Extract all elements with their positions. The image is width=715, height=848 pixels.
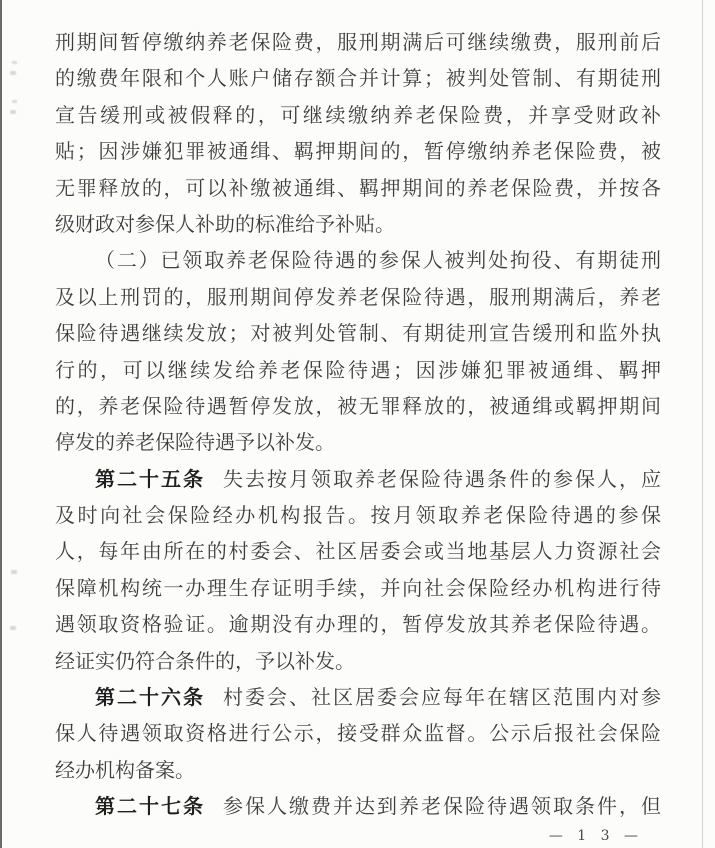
document-body <box>55 24 661 825</box>
text-line: （二）已领取养老保险待遇的参保人被判处拘役、有期徒刑 <box>95 248 661 273</box>
text-line: 的，养老保险待遇暂停发放，被无罪释放的，被通缉或羁押期间 <box>55 393 661 418</box>
clause-number: 第二十六条 <box>95 685 205 710</box>
clause-number: 第二十五条 <box>95 466 205 491</box>
scan-speckle <box>10 71 16 75</box>
text-line: 第二十五条 失去按月领取养老保险待遇条件的参保人，应 <box>95 466 661 491</box>
page-number: — 1 3 — <box>548 828 643 844</box>
text-line: 第二十六条 村委会、社区居委会应每年在辖区范围内对参 <box>95 685 661 710</box>
text-line: 贴；因涉嫌犯罪被通缉、羁押期间的，暂停缴纳养老保险费，被 <box>55 139 661 164</box>
scan-speckle <box>11 570 17 574</box>
text-line: 刑期间暂停缴纳养老保险费，服刑期满后可继续缴费，服刑前后 <box>55 30 661 54</box>
text-line: 宣告缓刑或被假释的，可继续缴纳养老保险费，并享受财政补 <box>55 102 661 127</box>
text-line: 级财政对参保人补助的标准给予补贴。 <box>55 211 395 236</box>
text-line: 经证实仍符合条件的，予以补发。 <box>55 648 355 673</box>
scan-speckle <box>10 110 16 114</box>
text-line: 及以上刑罚的，服刑期间停发养老保险待遇，服刑期满后，养老 <box>55 284 661 309</box>
scan-speckle <box>12 100 17 103</box>
text-line: 保人待遇领取资格进行公示，接受群众监督。公示后报社会保险 <box>55 721 661 746</box>
text-line: 无罪释放的，可以补缴被通缉、羁押期间的养老保险费，并按各 <box>55 175 661 200</box>
text-line: 保险待遇继续发放；对被判处管制、有期徒刑宣告缓刑和监外执 <box>55 321 661 346</box>
text-line: 第二十七条 参保人缴费并达到养老保险待遇领取条件，但 <box>95 794 661 819</box>
text-line: 行的，可以继续发给养老保险待遇；因涉嫌犯罪被通缉、羁押 <box>55 357 661 382</box>
text-line: 保障机构统一办理生存证明手续，并向社会保险经办机构进行待 <box>55 575 661 600</box>
scan-speckle <box>12 61 17 64</box>
text-line: 经办机构备案。 <box>55 757 195 782</box>
text-line: 的缴费年限和个人账户储存额合并计算；被判处管制、有期徒刑 <box>55 66 661 91</box>
scan-speckle <box>10 626 16 630</box>
clause-number: 第二十七条 <box>95 794 205 819</box>
text-line: 遇领取资格验证。逾期没有办理的，暂停发放其养老保险待遇。 <box>55 612 661 637</box>
text-line: 及时向社会保险经办机构报告。按月领取养老保险待遇的参保 <box>55 503 661 528</box>
text-line: 人，每年由所在的村委会、社区居委会或当地基层人力资源社会 <box>55 539 661 564</box>
text-line: 停发的养老保险待遇予以补发。 <box>55 430 335 455</box>
scan-edge-left <box>0 0 2 848</box>
scan-edge-right <box>702 0 703 848</box>
